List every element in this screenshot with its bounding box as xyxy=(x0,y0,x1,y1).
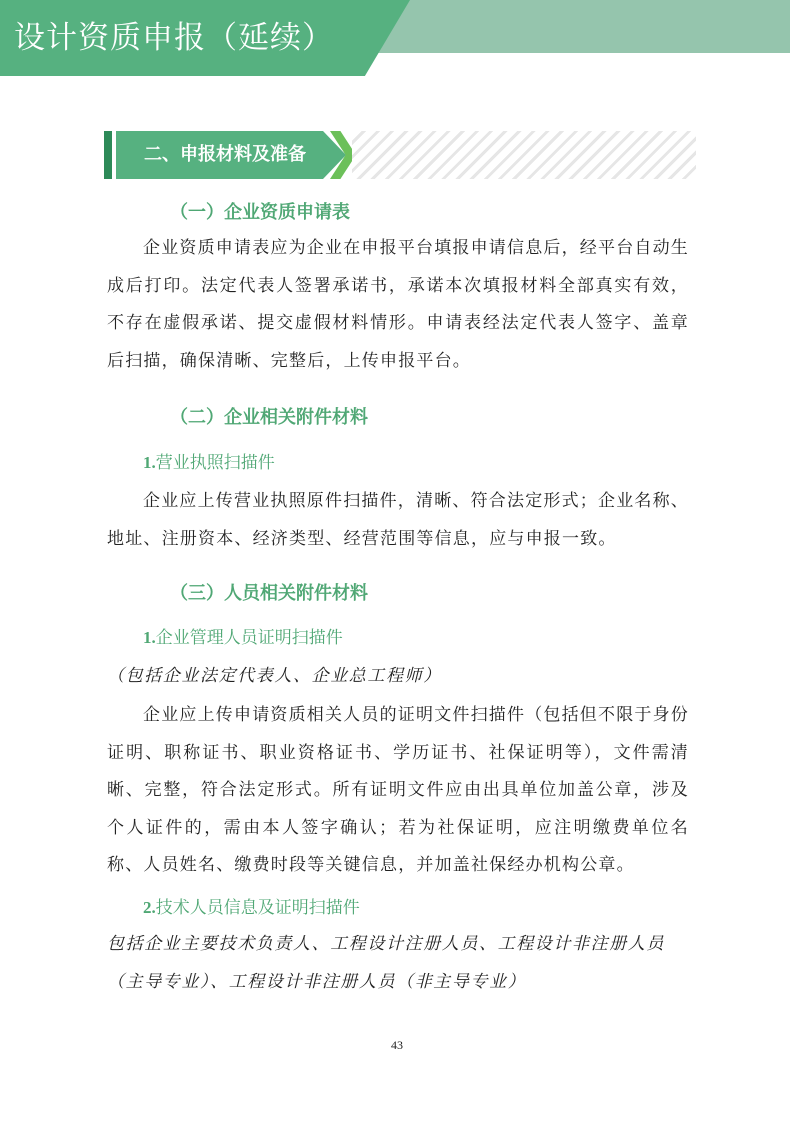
item-number: 1. xyxy=(143,453,156,472)
item-number: 1. xyxy=(143,628,156,647)
item-heading-technical-staff xyxy=(143,895,360,921)
item-heading-management-staff xyxy=(143,625,343,651)
paragraph-management-staff: 企业应上传申请资质相关人员的证明文件扫描件（包括但不限于身份证明、职称证书、职业资格证书、学历证书、社保证明等），文件需清晰、完整，符合法定形式。所有证明文件应由出具单位加盖公章，涉及个人证件的，需由本人签字确认；若为社保证明，应注明缴费单位名称、人员姓名、缴费时段等关键信息，并加盖社保经办机构公章。 xyxy=(107,705,689,875)
note-technical-staff: 包括企业主要技术负责人、工程设计注册人员、工程设计非注册人员（主导专业）、工程设计非注册人员（非主导专业） xyxy=(107,934,665,992)
hatched-divider xyxy=(352,131,696,179)
note-management-staff: （包括企业法定代表人、企业总工程师） xyxy=(107,666,442,686)
subsection-heading-1: （一）企业资质申请表 xyxy=(170,202,350,223)
item-title: 技术人员信息及证明扫描件 xyxy=(155,898,360,918)
item-number: 2. xyxy=(143,898,156,917)
paragraph-application-form: 企业资质申请表应为企业在申报平台填报申请信息后，经平台自动生成后打印。法定代表人签署承诺书，承诺本次填报材料全部真实有效，不存在虚假承诺、提交虚假材料情形。申请表经法定代表人签字、盖章后扫描，确保清晰、完整后，上传申报平台。 xyxy=(107,238,689,371)
paragraph-business-license: 企业应上传营业执照原件扫描件，清晰、符合法定形式；企业名称、地址、注册资本、经济类型、经营范围等信息，应与申报一致。 xyxy=(107,491,689,549)
subsection-heading-3: （三）人员相关附件材料 xyxy=(170,583,368,604)
item-title: 营业执照扫描件 xyxy=(155,453,275,473)
page-number: 43 xyxy=(391,1038,403,1052)
item-heading-business-license xyxy=(143,450,275,476)
subsection-heading-2: （二）企业相关附件材料 xyxy=(170,407,368,428)
section-title: 二、申报材料及准备 xyxy=(144,144,306,165)
section-accent-bar xyxy=(104,131,112,179)
item-title: 企业管理人员证明扫描件 xyxy=(155,628,343,648)
header-title: 设计资质申报（延续） xyxy=(14,20,334,56)
section-banner xyxy=(104,131,696,179)
